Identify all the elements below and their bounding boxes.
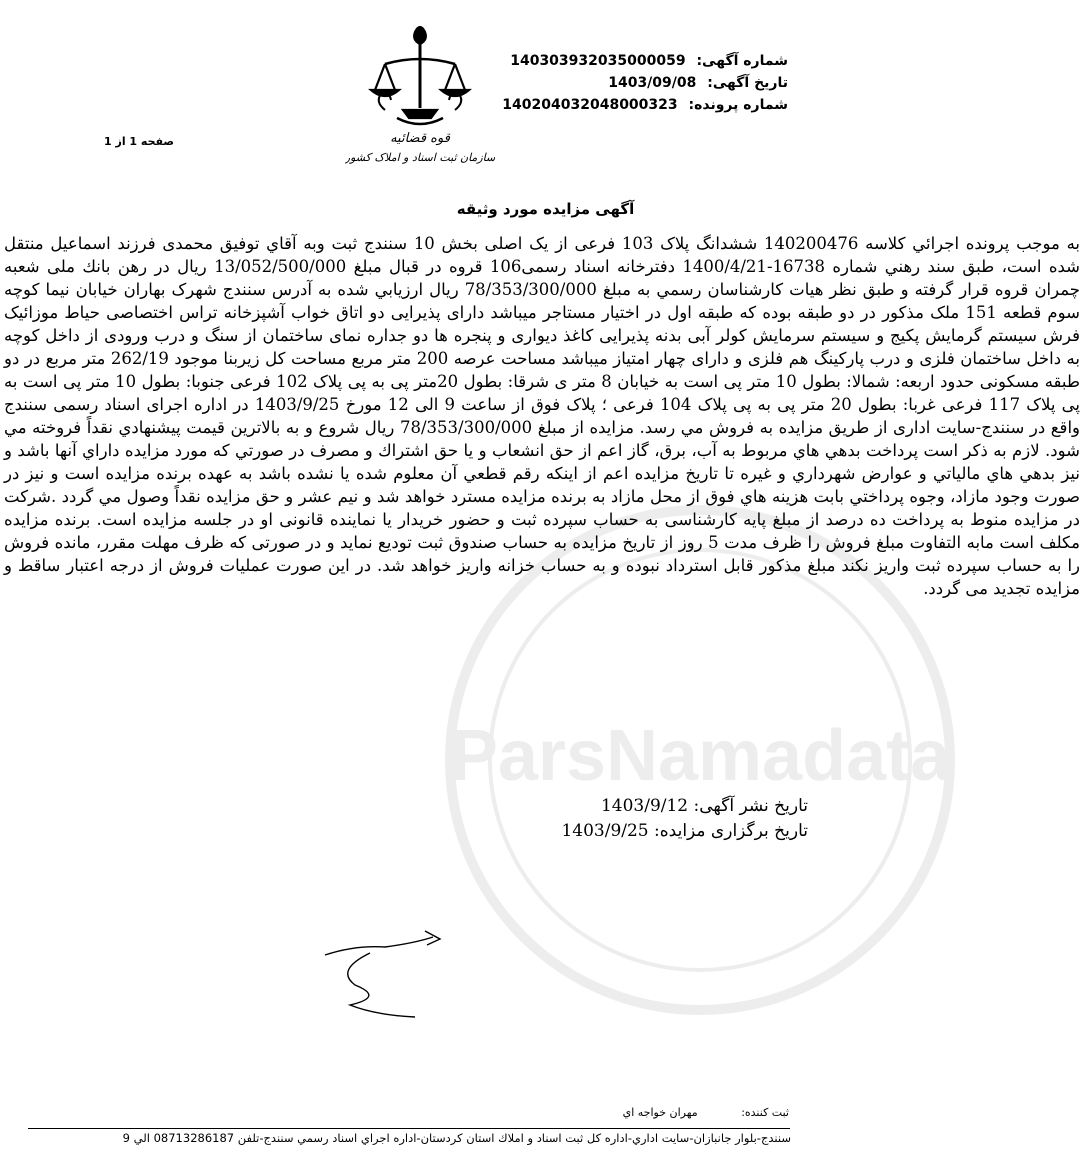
- notice-number-label: شماره آگهی:: [696, 53, 788, 69]
- registrar-label: ثبت كننده:: [741, 1106, 789, 1119]
- signature: [315, 925, 505, 1025]
- notice-date-row: [502, 72, 788, 94]
- notice-number-row: [502, 50, 788, 72]
- notice-date: 1403/09/08: [608, 75, 697, 91]
- footer-address: سنندج-بلوار جانبازان-سايت اداري-اداره كل ثبت اسناد و املاك استان كردستان-اداره اجراي اسناد رسمي سنندج-تلفن 08713286187 الي 9: [122, 1131, 791, 1145]
- dates-block: [561, 794, 808, 844]
- auction-date-label: تاریخ برگزاری مزایده:: [654, 821, 808, 841]
- page-number: صفحه 1 از 1: [104, 135, 175, 148]
- case-number-row: [502, 94, 788, 116]
- notice-meta: [502, 50, 788, 116]
- case-number-label: شماره پرونده:: [688, 97, 788, 113]
- notice-date-label: تاریخ آگهی:: [707, 75, 788, 91]
- notice-number: 140303932035000059: [510, 53, 686, 69]
- org-name-line1: قوه قضائیه: [390, 131, 450, 146]
- footer-divider: [28, 1128, 790, 1129]
- org-name-line2: سازمان ثبت اسناد و املاک کشور: [345, 151, 495, 164]
- publish-date-row: [561, 794, 808, 819]
- notice-body: به موجب پرونده اجرائي كلاسه 140200476 ششدانگ پلاک 103 فرعی از یک اصلی بخش 10 سنندج ثبت وبه آقاي توفيق محمدی فرزند اسماعيل منتقل شده است، طبق سند رهني شماره 16738-1400/4/21 دفترخانه اسناد رسمی106 قروه در قبال مبلغ 13/052/500/000 ريال در رهن بانك ملی شعبه چمران قروه قرار گرفته و طبق نظر هيات كارشناسان رسمي به مبلغ 78/353/300/000 ريال ارزيابي شده به آدرس سنندج شهرک بهاران خیابان نیما کوچه سوم قطعه 151 ملک مذکور در دو طبقه بوده که طبقه اول در اختیار مستاجر میباشد دارای پذیرایی دو اتاق خواب آشپزخانه تراس اختصاصی حیاط موزائیک فرش سیستم گرمایش پکیج و سیستم سرمایش کولر آبی بدنه پذیرایی کاغذ دیواری و پنجره ها دو جداره نمای ساختمان از سنگ و درب ورودی از داخل کوچه به داخل ساختمان فلزی و درب پارکینگ هم فلزی و دارای چهار امتیاز میباشد مساحت عرصه 200 متر مربع مساحت کل زیربنا موجود 262/19 متر مربع در دو طبقه مسکونی حدود اربعه: شمالا: بطول 10 متر پی است به خیابان 8 متر ی شرقا: بطول 20متر پی به پی پلاک 102 فرعی جنوبا: بطول 10 متر پی است به پی پلاک 117 فرعی غربا: بطول 20 متر پی به پی پلاک 104 فرعی ؛ پلاک فوق از ساعت 9 الی 12 مورخ 1403/9/25 در اداره اجرای اسناد رسمی سنندج واقع در سنندج-سایت اداری از طریق مزایده به فروش مي رسد. مزايده از مبلغ 78/353/300/000 ريال شروع و به بالاترين قيمت پيشنهادي نقداً فروخته مي شود. لازم به ذكر است پرداخت بدهي هاي مربوط به آب، برق، گاز اعم از حق انشعاب و یا حق اشتراك و مصرف در صورتي كه مورد مزايده داراي آنها باشد و نيز بدهي هاي مالياتي و عوارض شهرداري و غيره تا تاريخ مزايده اعم از اينكه رقم قطعي آن معلوم شده يا نشده باشد به عهده برنده مزايده است و نيز در صورت وجود مازاد، وجوه پرداختي بابت هزينه هاي فوق از محل مازاد به برنده مزايده مسترد خواهد شد و نيم عشر و حق مزايده نقداً وصول مي گردد .شرکت در مزایده منوط به پرداخت ده درصد از مبلغ پایه کارشناسی به حساب سپرده ثبت و حضور خریدار یا نماینده قانونی او در جلسه مزایده است. برنده مزایده مکلف است مابه التفاوت مبلغ فروش را ظرف مدت 5 روز از تاریخ مزایده به حساب صندوق ثبت تودیع نماید و در صورتی که ظرف مهلت مقرر، مانده فروش را به حساب سپرده ثبت واریز نکند مبلغ مذکور قابل استرداد نبوده و به حساب خزانه واریز خواهد شد. در این صورت عملیات فروش از درجه اعتبار ساقط و مزایده تجدید می گردد.: [4, 234, 1081, 598]
- publish-date-label: تاریخ نشر آگهی:: [693, 796, 808, 816]
- registrar-name: مهران خواجه اي: [622, 1106, 698, 1119]
- judiciary-emblem-icon: [345, 18, 495, 168]
- case-number: 140204032048000323: [502, 97, 678, 113]
- publish-date: 1403/9/12: [600, 796, 689, 816]
- registrar: [623, 1106, 789, 1119]
- auction-date-row: [561, 819, 808, 844]
- watermark-text: ParsNamadata: [449, 716, 951, 796]
- page-title: آگهی مزایده مورد وثیقه: [456, 200, 635, 218]
- auction-date: 1403/9/25: [561, 821, 649, 841]
